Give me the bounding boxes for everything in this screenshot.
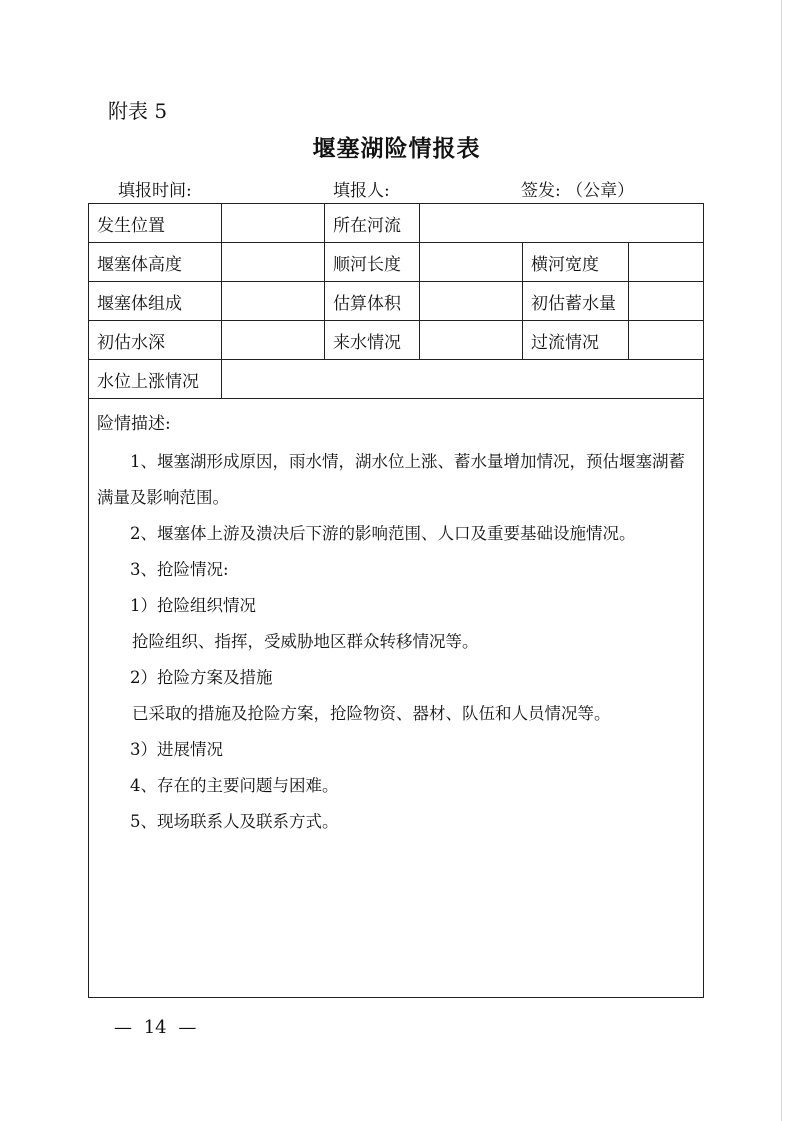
description-heading: 险情描述: xyxy=(97,414,171,434)
label-inflow-status: 来水情况 xyxy=(325,321,420,360)
label-initial-depth: 初估水深 xyxy=(89,321,222,360)
description-item: 5、现场联系人及联系方式。 xyxy=(130,812,339,831)
page-edge-line xyxy=(781,0,782,1121)
field-cross-river-width[interactable] xyxy=(629,243,704,282)
description-cell[interactable] xyxy=(89,399,704,998)
description-item: 1）抢险组织情况 xyxy=(130,596,256,615)
label-overflow-status: 过流情况 xyxy=(523,321,629,360)
label-along-river-length: 顺河长度 xyxy=(325,243,420,282)
report-form-table xyxy=(88,203,704,998)
description-item: 2）抢险方案及措施 xyxy=(130,668,273,687)
table-row xyxy=(89,243,704,282)
table-row xyxy=(89,399,704,998)
field-estimated-volume[interactable] xyxy=(420,282,523,321)
field-along-river-length[interactable] xyxy=(420,243,523,282)
description-item: 3）进展情况 xyxy=(130,740,223,759)
field-initial-depth[interactable] xyxy=(222,321,325,360)
issuer-seal-label: 签发: （公章） xyxy=(521,181,635,201)
label-occurrence-location: 发生位置 xyxy=(89,204,222,243)
annex-label: 附表 5 xyxy=(108,99,168,123)
table-row xyxy=(89,321,704,360)
field-dam-composition[interactable] xyxy=(222,282,325,321)
description-item: 1、堰塞湖形成原因，雨水情，湖水位上涨、蓄水量增加情况，预估堰塞湖蓄满量及影响范围。 xyxy=(97,452,685,507)
label-estimated-volume: 估算体积 xyxy=(325,282,420,321)
label-cross-river-width: 横河宽度 xyxy=(523,243,629,282)
field-river[interactable] xyxy=(420,204,704,243)
table-row xyxy=(89,360,704,399)
document-title: 堰塞湖险情报表 xyxy=(312,135,481,162)
page-number: — 14 — xyxy=(114,1017,197,1038)
table-row xyxy=(89,282,704,321)
label-water-level-rise: 水位上涨情况 xyxy=(89,360,222,399)
description-item: 2、堰塞体上游及溃决后下游的影响范围、人口及重要基础设施情况。 xyxy=(130,524,636,543)
description-item: 抢险组织、指挥，受威胁地区群众转移情况等。 xyxy=(132,632,479,651)
filler-label: 填报人: xyxy=(333,181,390,201)
table-row xyxy=(89,204,704,243)
fill-time-label: 填报时间: xyxy=(118,181,192,201)
field-overflow-status[interactable] xyxy=(629,321,704,360)
description-item: 3、抢险情况: xyxy=(130,560,229,579)
label-river: 所在河流 xyxy=(325,204,420,243)
description-item: 已采取的措施及抢险方案，抢险物资、器材、队伍和人员情况等。 xyxy=(132,704,611,723)
description-item: 4、存在的主要问题与困难。 xyxy=(130,776,339,795)
field-occurrence-location[interactable] xyxy=(222,204,325,243)
label-initial-storage: 初估蓄水量 xyxy=(523,282,629,321)
label-dam-height: 堰塞体高度 xyxy=(89,243,222,282)
field-dam-height[interactable] xyxy=(222,243,325,282)
field-initial-storage[interactable] xyxy=(629,282,704,321)
label-dam-composition: 堰塞体组成 xyxy=(89,282,222,321)
field-water-level-rise[interactable] xyxy=(222,360,704,399)
field-inflow-status[interactable] xyxy=(420,321,523,360)
